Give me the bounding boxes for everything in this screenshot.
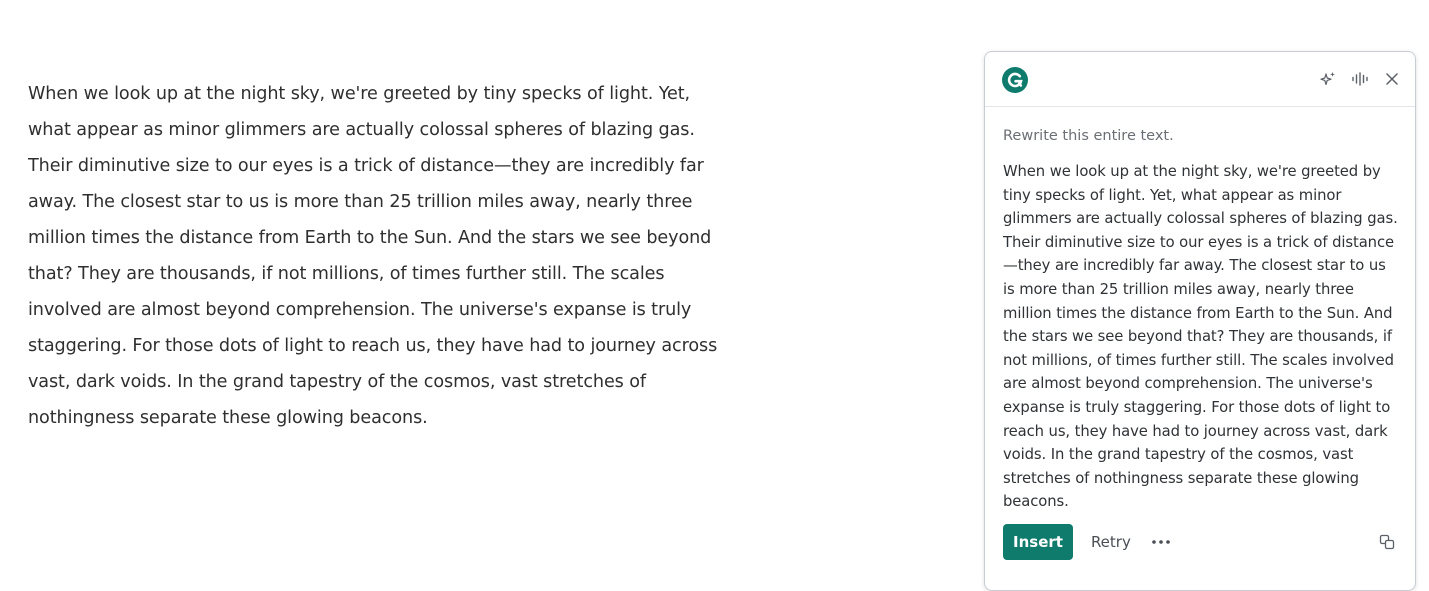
grammarly-logo-icon	[1002, 67, 1028, 93]
voice-icon[interactable]	[1349, 68, 1371, 90]
assistant-header	[985, 52, 1415, 107]
document-text[interactable]: When we look up at the night sky, we're greeted by tiny specks of light. Yet, what appear as minor glimmers are actually colossal spheres of blazing gas. Their diminutive size to our eyes is a trick of distance—they are incredibly far away. The closest star to us is more than 25 trillion miles away, nearly three million times the distance from Earth to the Sun. And the stars we see beyond that? They are thousands, if not millions, of times further still. The scales involved are almost beyond comprehension. The universe's expanse is truly staggering. For those dots of light to reach us, they have had to journey across vast, dark voids. In the grand tapestry of the cosmos, vast stretches of nothingness separate these glowing beacons.	[28, 84, 718, 428]
copy-icon[interactable]	[1375, 530, 1399, 554]
ai-assistant-panel	[984, 51, 1416, 591]
document-editor[interactable]	[28, 76, 718, 436]
prompt-text: Rewrite this entire text.	[1003, 128, 1174, 144]
retry-button[interactable]: Retry	[1083, 524, 1139, 560]
insert-button[interactable]: Insert	[1003, 524, 1073, 560]
sparkle-icon[interactable]	[1317, 68, 1339, 90]
close-icon[interactable]	[1381, 68, 1403, 90]
more-horizontal-icon[interactable]	[1147, 528, 1175, 556]
header-actions	[1317, 68, 1403, 90]
assistant-actions	[1003, 524, 1399, 560]
rewrite-result: When we look up at the night sky, we're greeted by tiny specks of light. Yet, what appear as minor glimmers are actually colossal spheres of blazing gas. Their diminutive size to our eyes is a trick of distance—they are incredibly far away. The closest star to us is more than 25 trillion miles away, nearly three million times the distance from Earth to the Sun. And the stars we see beyond that? They are thousands, if not millions, of times further still. The scales involved are almost beyond comprehension. The universe's expanse is truly staggering. For those dots of light to reach us, they have had to journey across vast, dark voids. In the grand tapestry of the cosmos, vast stretches of nothingness separate these glowing beacons.	[1003, 163, 1398, 511]
